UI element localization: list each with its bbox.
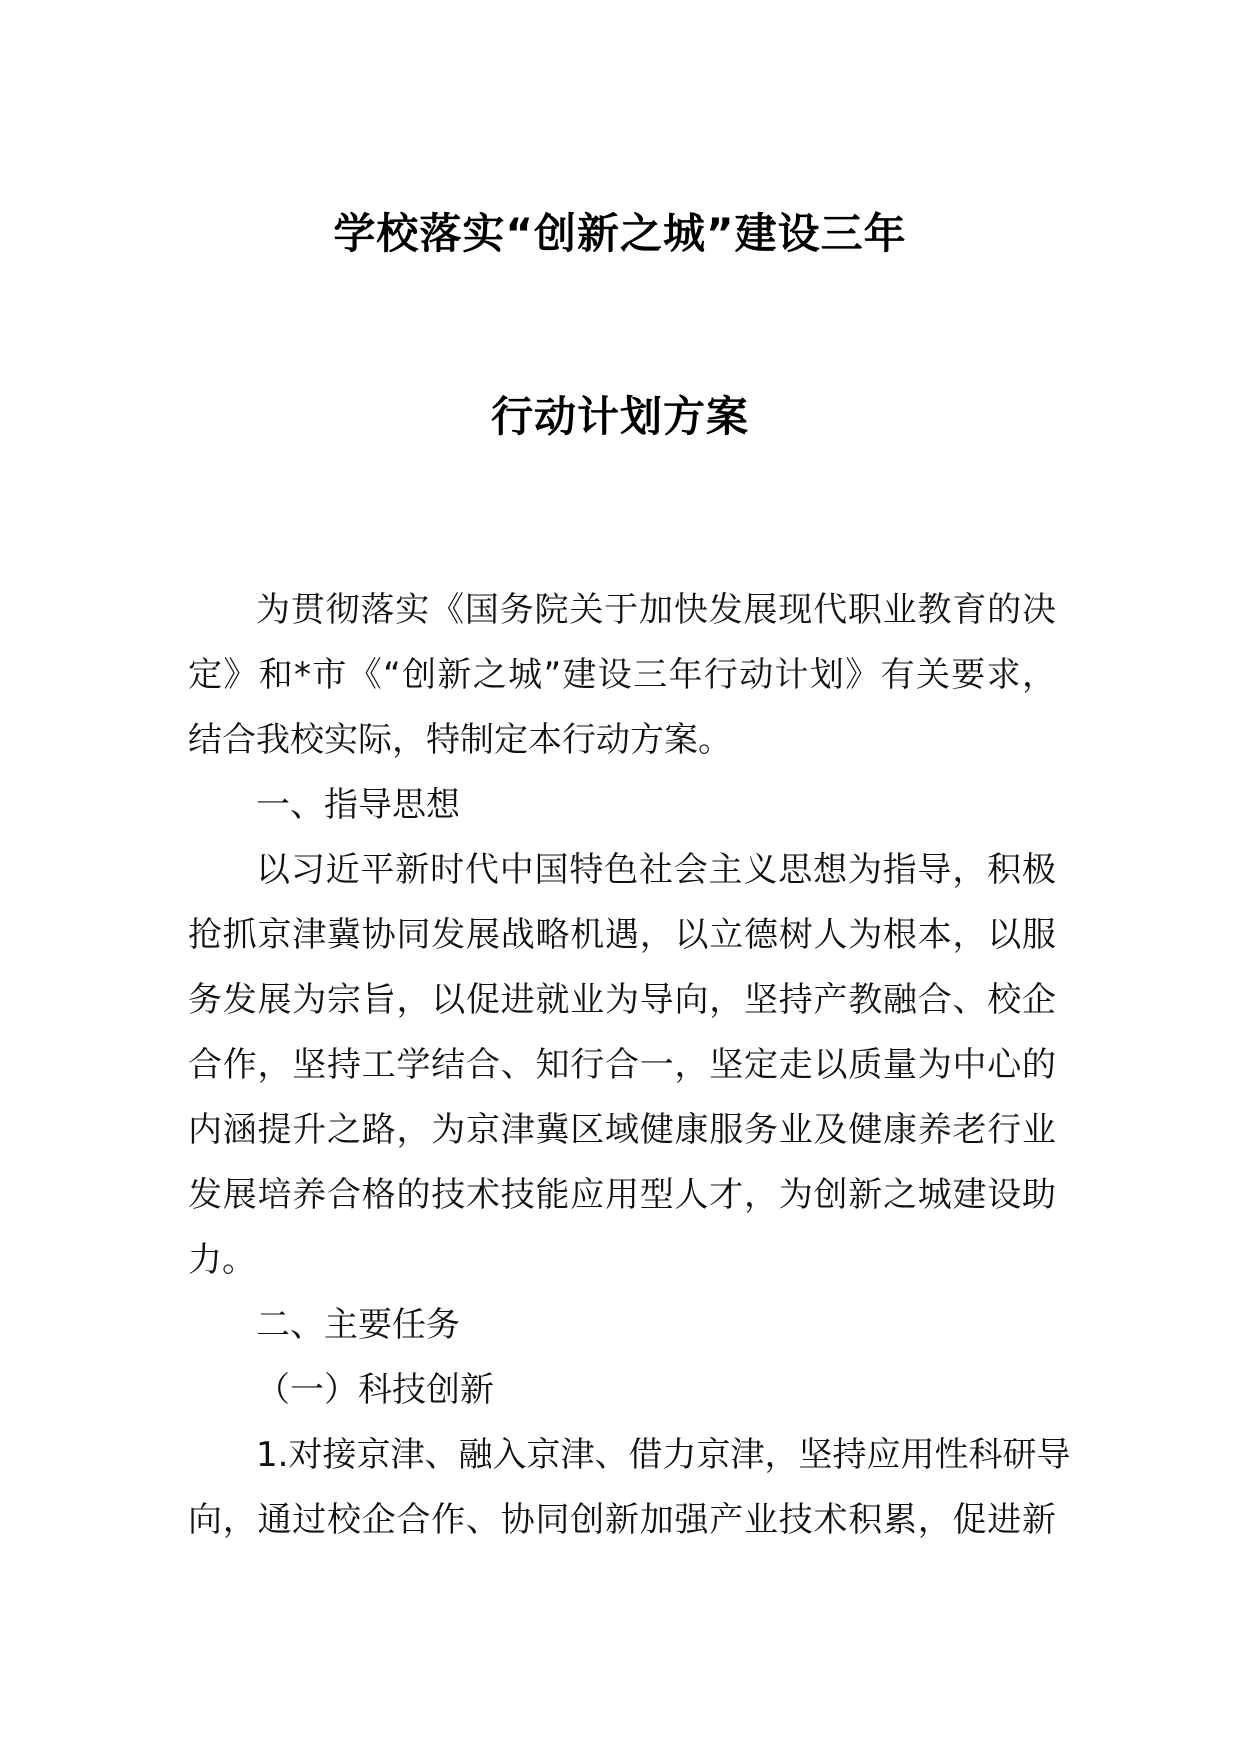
paragraph-line: 定》和*市《“创新之城”建设三年行动计划》有关要求， [188,655,1056,695]
paragraph-line: 1.对接京津、融入京津、借力京津，坚持应用性科研导 [256,1435,1071,1475]
section-heading: 一、指导思想 [256,785,460,825]
paragraph-line: 以习近平新时代中国特色社会主义思想为指导，积极 [256,850,1056,890]
document-title-line-2: 行动计划方案 [490,392,749,441]
paragraph-line: 合作，坚持工学结合、知行合一，坚定走以质量为中心的 [188,1045,1056,1085]
paragraph-line: 结合我校实际，特制定本行动方案。 [188,720,732,760]
paragraph-line: 为贯彻落实《国务院关于加快发展现代职业教育的决 [256,590,1056,630]
paragraph-line: 抢抓京津冀协同发展战略机遇，以立德树人为根本，以服 [188,915,1056,955]
subsection-heading: （一）科技创新 [256,1370,494,1410]
paragraph-line: 内涵提升之路，为京津冀区域健康服务业及健康养老行业 [188,1110,1056,1150]
document-title-line-1: 学校落实“创新之城”建设三年 [333,209,907,258]
section-heading: 二、主要任务 [256,1305,460,1345]
paragraph-line: 发展培养合格的技术技能应用型人才，为创新之城建设助 [188,1175,1056,1215]
paragraph-line: 向，通过校企合作、协同创新加强产业技术积累，促进新 [188,1500,1056,1540]
paragraph-line: 务发展为宗旨，以促进就业为导向，坚持产教融合、校企 [188,980,1056,1020]
paragraph-line: 力。 [188,1240,256,1280]
document-body [188,578,1071,1553]
